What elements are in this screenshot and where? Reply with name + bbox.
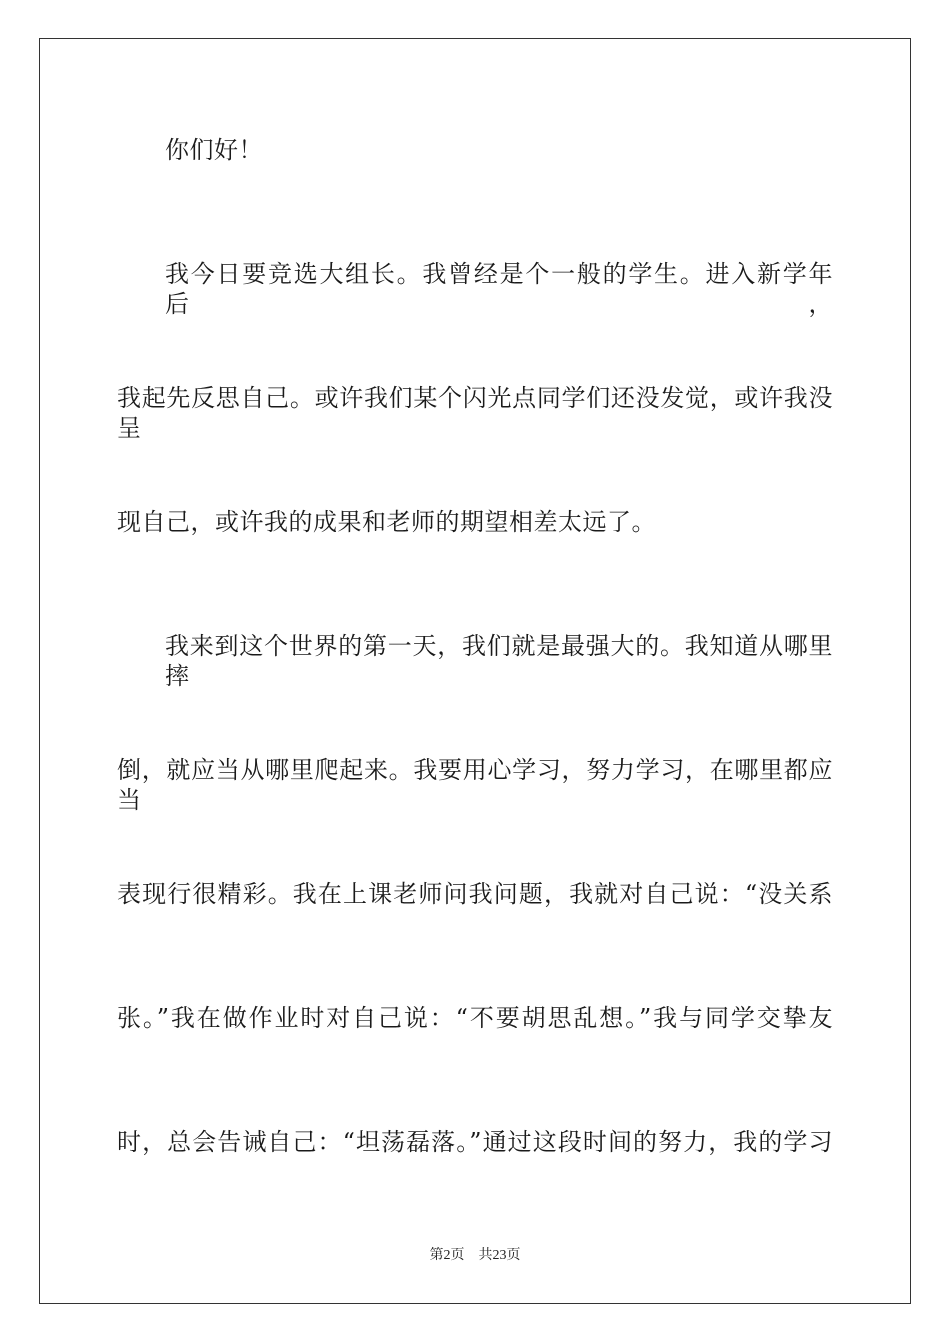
paragraph-line: 张。”我在做作业时对自己说：“不要胡思乱想。”我与同学交挚友 bbox=[117, 1004, 833, 1032]
paragraph-line: 现自己，或许我的成果和老师的期望相差太远了。 bbox=[117, 508, 656, 536]
paragraph-line: 倒，就应当从哪里爬起来。我要用心学习，努力学习，在哪里都应当 bbox=[117, 756, 833, 814]
paragraph-line: 我起先反思自己。或许我们某个闪光点同学们还没发觉，或许我没呈 bbox=[117, 384, 833, 442]
page-footer bbox=[0, 1247, 950, 1265]
paragraph-line: 表现行很精彩。我在上课老师问我问题，我就对自己说：“没关系 bbox=[117, 880, 833, 908]
paragraph-line: 时，总会告诫自己：“坦荡磊落。”通过这段时间的努力，我的学习 bbox=[117, 1128, 833, 1156]
paragraph-line: 我来到这个世界的第一天，我们就是最强大的。我知道从哪里摔 bbox=[165, 632, 833, 690]
page-number: 第2页 bbox=[429, 1248, 465, 1263]
greeting-line: 你们好！ bbox=[165, 136, 263, 164]
page-total: 共23页 bbox=[478, 1248, 521, 1263]
paragraph-line: 我今日要竞选大组长。我曾经是个一般的学生。进入新学年后， bbox=[165, 260, 833, 318]
